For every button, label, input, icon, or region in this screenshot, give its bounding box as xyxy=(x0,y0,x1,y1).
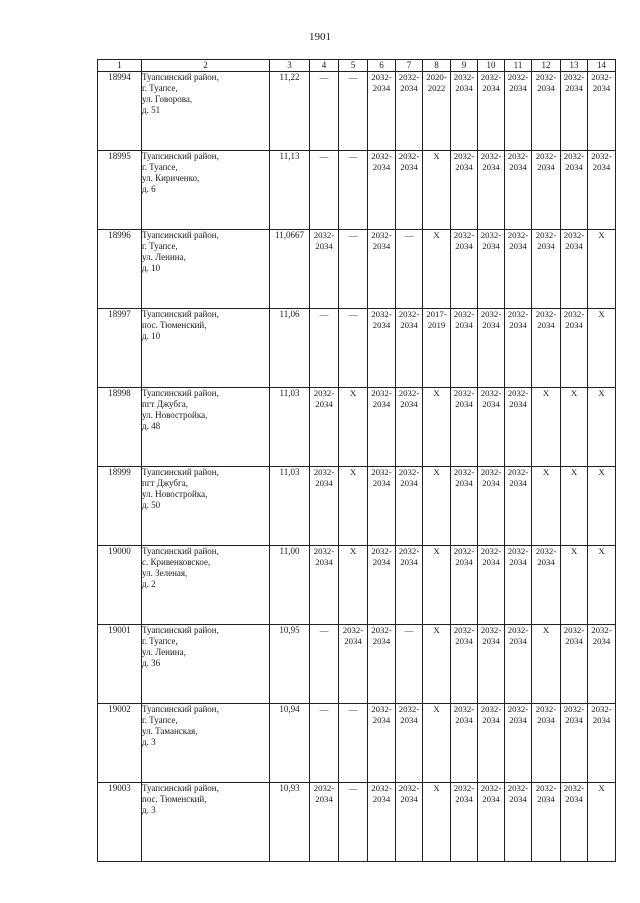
col7-cell: 2032- 2034 xyxy=(396,72,423,151)
record-number-cell: 18998 xyxy=(98,388,142,467)
col10-cell: 2032- 2034 xyxy=(478,783,505,862)
col5-cell: X xyxy=(339,467,368,546)
col5-cell: — xyxy=(339,704,368,783)
header-row xyxy=(98,60,616,72)
col8-cell: X xyxy=(423,388,451,467)
col14-cell: X xyxy=(588,309,616,388)
column-header: 3 xyxy=(270,60,310,72)
col11-cell: 2032- 2034 xyxy=(505,309,532,388)
col9-cell: 2032- 2034 xyxy=(451,151,478,230)
col14-cell: 2032- 2034 xyxy=(588,72,616,151)
address-cell: Туапсинский район, г. Туапсе, ул. Ленина, д. 10 xyxy=(142,230,270,309)
address-cell: Туапсинский район, пгт Джубга, ул. Новостройка, д. 48 xyxy=(142,388,270,467)
col9-cell: 2032- 2034 xyxy=(451,783,478,862)
record-number-cell: 18996 xyxy=(98,230,142,309)
col8-cell: X xyxy=(423,704,451,783)
col10-cell: 2032- 2034 xyxy=(478,309,505,388)
col9-cell: 2032- 2034 xyxy=(451,625,478,704)
table-row xyxy=(98,309,616,388)
column-header: 13 xyxy=(561,60,588,72)
table-row xyxy=(98,546,616,625)
col11-cell: 2032- 2034 xyxy=(505,783,532,862)
col4-cell: 2032- 2034 xyxy=(310,783,339,862)
col7-cell: 2032- 2034 xyxy=(396,151,423,230)
col12-cell: 2032- 2034 xyxy=(532,704,561,783)
address-cell: Туапсинский район, г. Туапсе, ул. Говорова, д. 51 xyxy=(142,72,270,151)
col7-cell: 2032- 2034 xyxy=(396,467,423,546)
col8-cell: 2017- 2019 xyxy=(423,309,451,388)
col13-cell: 2032- 2034 xyxy=(561,72,588,151)
col6-cell: 2032- 2034 xyxy=(368,704,396,783)
col12-cell: X xyxy=(532,388,561,467)
column-header: 6 xyxy=(368,60,396,72)
table-row xyxy=(98,230,616,309)
table-row xyxy=(98,388,616,467)
col10-cell: 2032- 2034 xyxy=(478,625,505,704)
col10-cell: 2032- 2034 xyxy=(478,467,505,546)
col11-cell: 2032- 2034 xyxy=(505,388,532,467)
col6-cell: 2032- 2034 xyxy=(368,388,396,467)
column-header: 11 xyxy=(505,60,532,72)
address-cell: Туапсинский район, с. Кривенковское, ул. Зеленая, д. 2 xyxy=(142,546,270,625)
record-number-cell: 18994 xyxy=(98,72,142,151)
registry-table xyxy=(97,59,616,862)
col6-cell: 2032- 2034 xyxy=(368,625,396,704)
col13-cell: 2032- 2034 xyxy=(561,230,588,309)
area-cell: 11,03 xyxy=(270,467,310,546)
col14-cell: X xyxy=(588,388,616,467)
col13-cell: 2032- 2034 xyxy=(561,625,588,704)
col10-cell: 2032- 2034 xyxy=(478,388,505,467)
col5-cell: X xyxy=(339,546,368,625)
col12-cell: 2032- 2034 xyxy=(532,546,561,625)
record-number-cell: 19003 xyxy=(98,783,142,862)
col6-cell: 2032- 2034 xyxy=(368,230,396,309)
record-number-cell: 19000 xyxy=(98,546,142,625)
address-cell: Туапсинский район, г. Туапсе, ул. Кириченко, д. 6 xyxy=(142,151,270,230)
col11-cell: 2032- 2034 xyxy=(505,546,532,625)
col11-cell: 2032- 2034 xyxy=(505,151,532,230)
area-cell: 11,03 xyxy=(270,388,310,467)
table-row xyxy=(98,467,616,546)
area-cell: 11,06 xyxy=(270,309,310,388)
col6-cell: 2032- 2034 xyxy=(368,151,396,230)
table-row xyxy=(98,704,616,783)
col12-cell: 2032- 2034 xyxy=(532,783,561,862)
col9-cell: 2032- 2034 xyxy=(451,704,478,783)
col4-cell: 2032- 2034 xyxy=(310,546,339,625)
col14-cell: X xyxy=(588,546,616,625)
col7-cell: 2032- 2034 xyxy=(396,704,423,783)
col13-cell: 2032- 2034 xyxy=(561,309,588,388)
col11-cell: 2032- 2034 xyxy=(505,72,532,151)
col14-cell: 2032- 2034 xyxy=(588,625,616,704)
col10-cell: 2032- 2034 xyxy=(478,151,505,230)
col7-cell: 2032- 2034 xyxy=(396,546,423,625)
col8-cell: X xyxy=(423,151,451,230)
record-number-cell: 19002 xyxy=(98,704,142,783)
col6-cell: 2032- 2034 xyxy=(368,546,396,625)
column-header: 7 xyxy=(396,60,423,72)
col6-cell: 2032- 2034 xyxy=(368,72,396,151)
col9-cell: 2032- 2034 xyxy=(451,230,478,309)
address-cell: Туапсинский район, пос. Тюменский, д. 10 xyxy=(142,309,270,388)
col5-cell: — xyxy=(339,72,368,151)
col10-cell: 2032- 2034 xyxy=(478,230,505,309)
col11-cell: 2032- 2034 xyxy=(505,704,532,783)
col7-cell: 2032- 2034 xyxy=(396,783,423,862)
col7-cell: — xyxy=(396,230,423,309)
col10-cell: 2032- 2034 xyxy=(478,72,505,151)
col11-cell: 2032- 2034 xyxy=(505,230,532,309)
col14-cell: X xyxy=(588,230,616,309)
col9-cell: 2032- 2034 xyxy=(451,467,478,546)
col5-cell: 2032- 2034 xyxy=(339,625,368,704)
col11-cell: 2032- 2034 xyxy=(505,467,532,546)
col4-cell: — xyxy=(310,704,339,783)
column-header: 12 xyxy=(532,60,561,72)
col12-cell: X xyxy=(532,467,561,546)
col9-cell: 2032- 2034 xyxy=(451,388,478,467)
record-number-cell: 18999 xyxy=(98,467,142,546)
col7-cell: 2032- 2034 xyxy=(396,309,423,388)
col12-cell: 2032- 2034 xyxy=(532,230,561,309)
col6-cell: 2032- 2034 xyxy=(368,467,396,546)
col12-cell: X xyxy=(532,625,561,704)
col5-cell: — xyxy=(339,151,368,230)
record-number-cell: 18997 xyxy=(98,309,142,388)
column-header: 1 xyxy=(98,60,142,72)
address-cell: Туапсинский район, г. Туапсе, ул. Таманская, д. 3 xyxy=(142,704,270,783)
record-number-cell: 18995 xyxy=(98,151,142,230)
column-header: 9 xyxy=(451,60,478,72)
col8-cell: X xyxy=(423,467,451,546)
col10-cell: 2032- 2034 xyxy=(478,546,505,625)
page-number: 1901 xyxy=(309,31,331,43)
col4-cell: — xyxy=(310,625,339,704)
table-row xyxy=(98,72,616,151)
area-cell: 10,94 xyxy=(270,704,310,783)
address-cell: Туапсинский район, г. Туапсе, ул. Ленина, д. 36 xyxy=(142,625,270,704)
col13-cell: X xyxy=(561,388,588,467)
area-cell: 11,22 xyxy=(270,72,310,151)
col14-cell: X xyxy=(588,783,616,862)
col14-cell: 2032- 2034 xyxy=(588,151,616,230)
col10-cell: 2032- 2034 xyxy=(478,704,505,783)
col8-cell: X xyxy=(423,783,451,862)
col5-cell: — xyxy=(339,309,368,388)
col4-cell: 2032- 2034 xyxy=(310,467,339,546)
column-header: 10 xyxy=(478,60,505,72)
area-cell: 10,93 xyxy=(270,783,310,862)
col8-cell: X xyxy=(423,230,451,309)
col5-cell: — xyxy=(339,230,368,309)
table-row xyxy=(98,151,616,230)
column-header: 2 xyxy=(142,60,270,72)
col13-cell: X xyxy=(561,467,588,546)
col12-cell: 2032- 2034 xyxy=(532,72,561,151)
col13-cell: 2032- 2034 xyxy=(561,704,588,783)
table-row xyxy=(98,625,616,704)
col14-cell: 2032- 2034 xyxy=(588,704,616,783)
area-cell: 11,13 xyxy=(270,151,310,230)
col7-cell: 2032- 2034 xyxy=(396,388,423,467)
area-cell: 11,0667 xyxy=(270,230,310,309)
col8-cell: X xyxy=(423,625,451,704)
column-header: 4 xyxy=(310,60,339,72)
col14-cell: X xyxy=(588,467,616,546)
col13-cell: 2032- 2034 xyxy=(561,783,588,862)
col4-cell: — xyxy=(310,309,339,388)
area-cell: 10,95 xyxy=(270,625,310,704)
area-cell: 11,00 xyxy=(270,546,310,625)
col4-cell: — xyxy=(310,72,339,151)
col6-cell: 2032- 2034 xyxy=(368,783,396,862)
col8-cell: X xyxy=(423,546,451,625)
col4-cell: 2032- 2034 xyxy=(310,230,339,309)
col5-cell: X xyxy=(339,388,368,467)
address-cell: Туапсинский район, пос. Тюменский, д. 3 xyxy=(142,783,270,862)
col4-cell: 2032- 2034 xyxy=(310,388,339,467)
col7-cell: — xyxy=(396,625,423,704)
col5-cell: — xyxy=(339,783,368,862)
col9-cell: 2032- 2034 xyxy=(451,309,478,388)
col6-cell: 2032- 2034 xyxy=(368,309,396,388)
col4-cell: — xyxy=(310,151,339,230)
col11-cell: 2032- 2034 xyxy=(505,625,532,704)
col9-cell: 2032- 2034 xyxy=(451,546,478,625)
col13-cell: 2032- 2034 xyxy=(561,151,588,230)
record-number-cell: 19001 xyxy=(98,625,142,704)
column-header: 5 xyxy=(339,60,368,72)
col9-cell: 2032- 2034 xyxy=(451,72,478,151)
col13-cell: X xyxy=(561,546,588,625)
address-cell: Туапсинский район, пгт Джубга, ул. Новостройка, д. 50 xyxy=(142,467,270,546)
column-header: 14 xyxy=(588,60,616,72)
col8-cell: 2020- 2022 xyxy=(423,72,451,151)
table-row xyxy=(98,783,616,862)
col12-cell: 2032- 2034 xyxy=(532,151,561,230)
col12-cell: 2032- 2034 xyxy=(532,309,561,388)
column-header: 8 xyxy=(423,60,451,72)
